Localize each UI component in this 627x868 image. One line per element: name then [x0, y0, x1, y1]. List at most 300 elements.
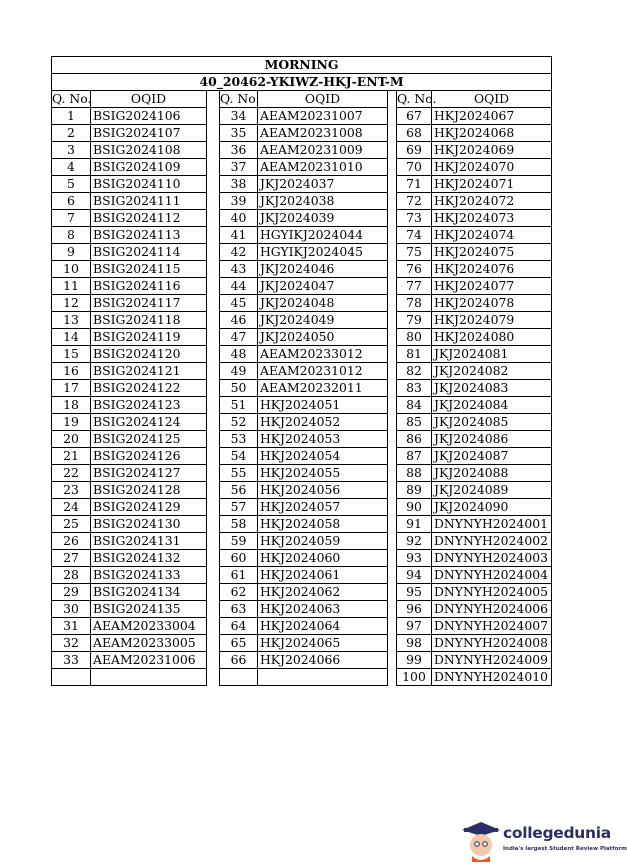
oqid-cell: AEAM20231006: [91, 652, 207, 669]
question-number: 35: [220, 125, 258, 142]
question-number: 98: [397, 635, 432, 652]
oqid-cell: AEAM20233012: [258, 346, 388, 363]
table-row: [52, 635, 552, 652]
oqid-cell: DNYNYH2024008: [432, 635, 552, 652]
question-number: 25: [52, 516, 91, 533]
oqid-cell: AEAM20231009: [258, 142, 388, 159]
oqid-cell: HGYIKJ2024044: [258, 227, 388, 244]
oqid-cell: AEAM20231008: [258, 125, 388, 142]
question-number: 84: [397, 397, 432, 414]
question-number: 34: [220, 108, 258, 125]
column-gap: [207, 669, 220, 686]
column-gap: [388, 550, 397, 567]
column-gap: [388, 346, 397, 363]
table-row: [52, 312, 552, 329]
column-gap: [207, 482, 220, 499]
oqid-cell: BSIG2024134: [91, 584, 207, 601]
oqid-cell: DNYNYH2024006: [432, 601, 552, 618]
oqid-cell: HKJ2024074: [432, 227, 552, 244]
question-number: 78: [397, 295, 432, 312]
question-number: 4: [52, 159, 91, 176]
oqid-cell: HKJ2024070: [432, 159, 552, 176]
column-gap: [388, 499, 397, 516]
question-number: 90: [397, 499, 432, 516]
column-gap: [388, 193, 397, 210]
table-row: [52, 397, 552, 414]
session-title: MORNING: [52, 57, 552, 74]
oqid-cell: BSIG2024117: [91, 295, 207, 312]
oqid-cell: HKJ2024059: [258, 533, 388, 550]
column-gap: [388, 618, 397, 635]
column-gap: [388, 261, 397, 278]
question-number: 51: [220, 397, 258, 414]
column-gap: [388, 601, 397, 618]
oqid-header: OQID: [432, 91, 552, 108]
oqid-table: [51, 56, 552, 686]
oqid-cell: HKJ2024068: [432, 125, 552, 142]
oqid-cell: HKJ2024067: [432, 108, 552, 125]
oqid-cell: BSIG2024109: [91, 159, 207, 176]
oqid-cell: BSIG2024123: [91, 397, 207, 414]
question-number: 23: [52, 482, 91, 499]
column-gap: [207, 363, 220, 380]
table-row: [52, 295, 552, 312]
column-gap: [388, 516, 397, 533]
oqid-cell: DNYNYH2024002: [432, 533, 552, 550]
oqid-cell: BSIG2024116: [91, 278, 207, 295]
oqid-cell: JKJ2024086: [432, 431, 552, 448]
oqid-cell: HKJ2024072: [432, 193, 552, 210]
column-gap: [207, 448, 220, 465]
oqid-cell: DNYNYH2024004: [432, 567, 552, 584]
question-number: 10: [52, 261, 91, 278]
question-number: 85: [397, 414, 432, 431]
column-gap: [388, 295, 397, 312]
oqid-cell: HKJ2024063: [258, 601, 388, 618]
question-number: 99: [397, 652, 432, 669]
oqid-cell: BSIG2024133: [91, 567, 207, 584]
question-number: 50: [220, 380, 258, 397]
column-gap: [207, 312, 220, 329]
question-number: 24: [52, 499, 91, 516]
question-number: 56: [220, 482, 258, 499]
oqid-cell: JKJ2024083: [432, 380, 552, 397]
question-number: 82: [397, 363, 432, 380]
question-number: 16: [52, 363, 91, 380]
table-row: [52, 108, 552, 125]
column-gap: [207, 159, 220, 176]
column-gap: [207, 278, 220, 295]
question-number: 63: [220, 601, 258, 618]
question-number: 68: [397, 125, 432, 142]
qno-header: Q. No.: [220, 91, 260, 106]
column-gap: [388, 159, 397, 176]
question-number: 38: [220, 176, 258, 193]
question-number: 42: [220, 244, 258, 261]
oqid-cell: JKJ2024039: [258, 210, 388, 227]
oqid-cell: BSIG2024112: [91, 210, 207, 227]
column-gap: [207, 465, 220, 482]
exam-code: 40_20462-YKIWZ-HKJ-ENT-M: [52, 74, 552, 91]
oqid-cell: BSIG2024129: [91, 499, 207, 516]
table-row: [52, 533, 552, 550]
question-number: 96: [397, 601, 432, 618]
oqid-cell: HGYIKJ2024045: [258, 244, 388, 261]
oqid-cell: HKJ2024076: [432, 261, 552, 278]
column-gap: [207, 210, 220, 227]
question-number: 55: [220, 465, 258, 482]
column-gap: [388, 448, 397, 465]
oqid-cell: JKJ2024037: [258, 176, 388, 193]
question-number: 61: [220, 567, 258, 584]
table-row: [52, 465, 552, 482]
oqid-cell: BSIG2024124: [91, 414, 207, 431]
oqid-cell: AEAM20231012: [258, 363, 388, 380]
question-number: 94: [397, 567, 432, 584]
column-gap: [388, 465, 397, 482]
oqid-cell: JKJ2024089: [432, 482, 552, 499]
oqid-cell: JKJ2024047: [258, 278, 388, 295]
oqid-cell: BSIG2024131: [91, 533, 207, 550]
question-number: 2: [52, 125, 91, 142]
column-gap: [207, 584, 220, 601]
oqid-cell: HKJ2024073: [432, 210, 552, 227]
oqid-cell: JKJ2024038: [258, 193, 388, 210]
question-number: 74: [397, 227, 432, 244]
column-gap: [388, 210, 397, 227]
table-row: [52, 669, 552, 686]
oqid-cell: DNYNYH2024009: [432, 652, 552, 669]
question-number: 95: [397, 584, 432, 601]
question-number: 52: [220, 414, 258, 431]
column-gap: [388, 312, 397, 329]
column-gap: [207, 261, 220, 278]
column-gap: [207, 91, 220, 108]
oqid-cell: BSIG2024111: [91, 193, 207, 210]
question-number: 22: [52, 465, 91, 482]
oqid-cell: BSIG2024115: [91, 261, 207, 278]
oqid-cell: AEAM20231007: [258, 108, 388, 125]
oqid-cell: BSIG2024135: [91, 601, 207, 618]
question-number: 30: [52, 601, 91, 618]
table-row: [52, 210, 552, 227]
oqid-cell: JKJ2024087: [432, 448, 552, 465]
oqid-cell: BSIG2024110: [91, 176, 207, 193]
oqid-cell: HKJ2024056: [258, 482, 388, 499]
question-number: 93: [397, 550, 432, 567]
oqid-cell: DNYNYH2024005: [432, 584, 552, 601]
oqid-cell: BSIG2024126: [91, 448, 207, 465]
question-number: 97: [397, 618, 432, 635]
column-gap: [388, 91, 397, 108]
table-row: [52, 414, 552, 431]
column-gap: [388, 635, 397, 652]
oqid-cell: JKJ2024048: [258, 295, 388, 312]
oqid-cell: JKJ2024084: [432, 397, 552, 414]
oqid-cell: AEAM20232011: [258, 380, 388, 397]
oqid-cell: JKJ2024050: [258, 329, 388, 346]
column-gap: [388, 482, 397, 499]
oqid-cell: BSIG2024122: [91, 380, 207, 397]
question-number: 43: [220, 261, 258, 278]
column-gap: [388, 363, 397, 380]
table-row: [52, 142, 552, 159]
oqid-cell: JKJ2024046: [258, 261, 388, 278]
table-row: [52, 278, 552, 295]
oqid-cell: JKJ2024081: [432, 346, 552, 363]
column-gap: [207, 329, 220, 346]
oqid-cell: AEAM20231010: [258, 159, 388, 176]
column-gap: [207, 618, 220, 635]
logo-text: collegedunia: [503, 824, 611, 842]
oqid-cell: HKJ2024064: [258, 618, 388, 635]
question-number: 15: [52, 346, 91, 363]
question-number: 75: [397, 244, 432, 261]
oqid-cell: DNYNYH2024010: [432, 669, 552, 686]
question-number: 58: [220, 516, 258, 533]
table-row: [52, 584, 552, 601]
oqid-cell: HKJ2024079: [432, 312, 552, 329]
question-number: 73: [397, 210, 432, 227]
question-number: 13: [52, 312, 91, 329]
oqid-cell: HKJ2024057: [258, 499, 388, 516]
oqid-cell: BSIG2024106: [91, 108, 207, 125]
question-number: 5: [52, 176, 91, 193]
table-row: [52, 363, 552, 380]
question-number: 31: [52, 618, 91, 635]
table-row: [52, 329, 552, 346]
column-gap: [388, 652, 397, 669]
question-number: 88: [397, 465, 432, 482]
table-row: [52, 652, 552, 669]
question-number: 53: [220, 431, 258, 448]
question-number: 44: [220, 278, 258, 295]
oqid-header: OQID: [258, 91, 388, 108]
question-number: 3: [52, 142, 91, 159]
table-row: [52, 193, 552, 210]
oqid-cell: JKJ2024085: [432, 414, 552, 431]
oqid-cell: HKJ2024054: [258, 448, 388, 465]
question-number: 87: [397, 448, 432, 465]
question-number: 47: [220, 329, 258, 346]
table-row: [52, 482, 552, 499]
question-number: 37: [220, 159, 258, 176]
oqid-cell: BSIG2024120: [91, 346, 207, 363]
question-number: 36: [220, 142, 258, 159]
table-row: [52, 227, 552, 244]
oqid-cell: BSIG2024121: [91, 363, 207, 380]
column-gap: [388, 533, 397, 550]
table-row: [52, 601, 552, 618]
question-number: 26: [52, 533, 91, 550]
oqid-cell: HKJ2024055: [258, 465, 388, 482]
question-number: 21: [52, 448, 91, 465]
table-row: [52, 448, 552, 465]
oqid-cell: BSIG2024108: [91, 142, 207, 159]
logo-tagline: India's largest Student Review Platform: [503, 846, 627, 852]
column-gap: [207, 397, 220, 414]
oqid-cell: DNYNYH2024003: [432, 550, 552, 567]
oqid-cell: HKJ2024071: [432, 176, 552, 193]
question-number: 60: [220, 550, 258, 567]
oqid-cell: HKJ2024062: [258, 584, 388, 601]
oqid-cell: BSIG2024125: [91, 431, 207, 448]
oqid-cell: HKJ2024061: [258, 567, 388, 584]
oqid-cell: DNYNYH2024001: [432, 516, 552, 533]
table-row: [52, 261, 552, 278]
oqid-cell: HKJ2024060: [258, 550, 388, 567]
column-gap: [207, 108, 220, 125]
oqid-cell: HKJ2024078: [432, 295, 552, 312]
column-gap: [207, 346, 220, 363]
question-number: 72: [397, 193, 432, 210]
column-gap: [207, 516, 220, 533]
question-number: 11: [52, 278, 91, 295]
question-number: 81: [397, 346, 432, 363]
oqid-cell: HKJ2024052: [258, 414, 388, 431]
column-gap: [388, 329, 397, 346]
oqid-cell: BSIG2024119: [91, 329, 207, 346]
question-number: 39: [220, 193, 258, 210]
table-row: [52, 550, 552, 567]
oqid-cell: JKJ2024049: [258, 312, 388, 329]
question-number: 19: [52, 414, 91, 431]
question-number: 64: [220, 618, 258, 635]
oqid-cell: HKJ2024051: [258, 397, 388, 414]
question-number: 40: [220, 210, 258, 227]
column-gap: [207, 414, 220, 431]
oqid-cell: BSIG2024132: [91, 550, 207, 567]
column-gap: [207, 550, 220, 567]
table-row: [52, 380, 552, 397]
question-number: 46: [220, 312, 258, 329]
qno-header: Q. No.: [52, 91, 92, 106]
column-gap: [207, 431, 220, 448]
column-gap: [207, 142, 220, 159]
question-number: 33: [52, 652, 91, 669]
column-gap: [388, 176, 397, 193]
table-row: [52, 516, 552, 533]
question-number: 83: [397, 380, 432, 397]
question-number: 69: [397, 142, 432, 159]
question-number: 12: [52, 295, 91, 312]
question-number: 17: [52, 380, 91, 397]
oqid-cell: HKJ2024053: [258, 431, 388, 448]
column-gap: [388, 669, 397, 686]
oqid-cell: AEAM20233005: [91, 635, 207, 652]
column-gap: [207, 227, 220, 244]
question-number: 32: [52, 635, 91, 652]
table-row: [52, 125, 552, 142]
question-number: 9: [52, 244, 91, 261]
qno-header: Q. No.: [397, 91, 437, 106]
question-number: 80: [397, 329, 432, 346]
question-number: 76: [397, 261, 432, 278]
column-header-row: [52, 91, 552, 108]
table-row: [52, 346, 552, 363]
question-number: 100: [397, 669, 432, 686]
oqid-cell: JKJ2024082: [432, 363, 552, 380]
column-gap: [388, 278, 397, 295]
column-gap: [388, 244, 397, 261]
table-row: [52, 176, 552, 193]
question-number: 1: [52, 108, 91, 125]
oqid-cell: BSIG2024128: [91, 482, 207, 499]
question-number: 7: [52, 210, 91, 227]
oqid-cell: DNYNYH2024007: [432, 618, 552, 635]
oqid-cell: BSIG2024114: [91, 244, 207, 261]
oqid-cell: AEAM20233004: [91, 618, 207, 635]
oqid-cell: HKJ2024065: [258, 635, 388, 652]
column-gap: [207, 652, 220, 669]
column-gap: [207, 601, 220, 618]
question-number: 57: [220, 499, 258, 516]
column-gap: [388, 414, 397, 431]
question-number: 59: [220, 533, 258, 550]
oqid-cell: BSIG2024118: [91, 312, 207, 329]
question-number: 86: [397, 431, 432, 448]
table-row: [52, 499, 552, 516]
question-number: [220, 669, 258, 686]
oqid-cell: BSIG2024127: [91, 465, 207, 482]
question-number: 62: [220, 584, 258, 601]
question-number: 92: [397, 533, 432, 550]
question-number: 49: [220, 363, 258, 380]
oqid-cell: HKJ2024069: [432, 142, 552, 159]
column-gap: [388, 108, 397, 125]
question-number: 29: [52, 584, 91, 601]
column-gap: [388, 584, 397, 601]
table-row: [52, 431, 552, 448]
oqid-cell: HKJ2024066: [258, 652, 388, 669]
question-number: 66: [220, 652, 258, 669]
oqid-cell: BSIG2024130: [91, 516, 207, 533]
oqid-cell: BSIG2024107: [91, 125, 207, 142]
question-number: 20: [52, 431, 91, 448]
table-row: [52, 618, 552, 635]
column-gap: [388, 125, 397, 142]
oqid-cell: JKJ2024088: [432, 465, 552, 482]
oqid-cell: HKJ2024058: [258, 516, 388, 533]
column-gap: [388, 142, 397, 159]
column-gap: [207, 533, 220, 550]
question-number: 18: [52, 397, 91, 414]
column-gap: [388, 567, 397, 584]
oqid-cell: JKJ2024090: [432, 499, 552, 516]
oqid-cell: BSIG2024113: [91, 227, 207, 244]
question-number: 6: [52, 193, 91, 210]
question-number: 67: [397, 108, 432, 125]
oqid-cell: HKJ2024080: [432, 329, 552, 346]
column-gap: [207, 125, 220, 142]
column-gap: [207, 295, 220, 312]
column-gap: [207, 567, 220, 584]
question-number: 45: [220, 295, 258, 312]
column-gap: [207, 193, 220, 210]
question-number: 89: [397, 482, 432, 499]
oqid-cell: [258, 669, 388, 686]
question-number: 41: [220, 227, 258, 244]
column-gap: [388, 431, 397, 448]
oqid-cell: HKJ2024077: [432, 278, 552, 295]
question-number: 77: [397, 278, 432, 295]
column-gap: [207, 176, 220, 193]
question-number: 65: [220, 635, 258, 652]
table-row: [52, 244, 552, 261]
oqid-cell: [91, 669, 207, 686]
column-gap: [207, 244, 220, 261]
column-gap: [207, 635, 220, 652]
